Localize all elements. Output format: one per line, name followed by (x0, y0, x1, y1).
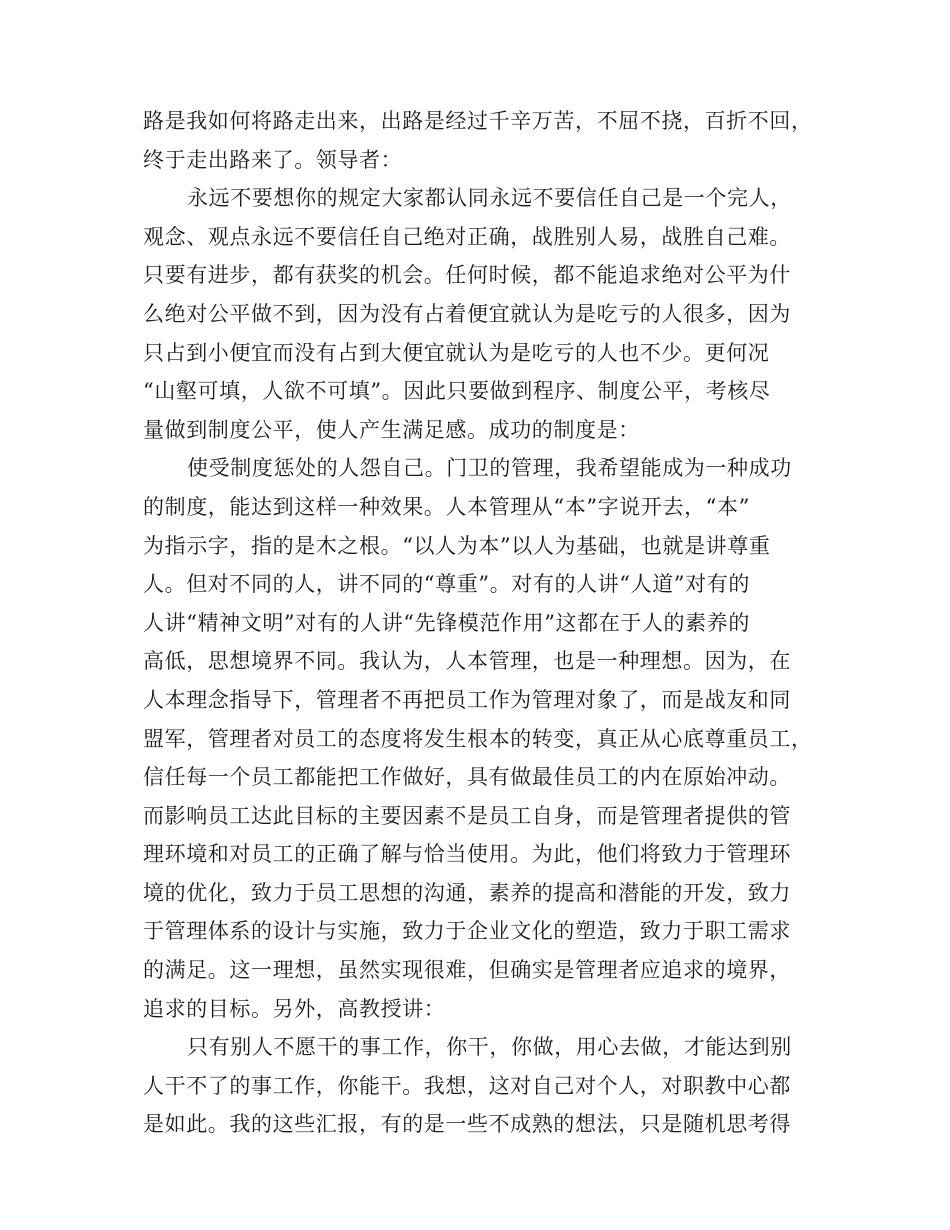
text-line: 理环境和对员工的正确了解与恰当使用。为此，他们将致力于管理环 (143, 842, 791, 867)
text-line: 为指示字，指的是木之根。“以人为本”以人为基础，也就是讲尊重 (143, 533, 771, 558)
text-line: 的满足。这一理想，虽然实现很难，但确实是管理者应追求的境界， (143, 958, 791, 983)
text-line: 观念、观点永远不要信任自己绝对正确，战胜别人易，战胜自己难。 (143, 224, 791, 249)
text-line: 追求的目标。另外，高教授讲： (143, 996, 446, 1021)
text-line: “山壑可填，人欲不可填”。因此只要做到程序、制度公平，考核尽 (143, 379, 771, 404)
text-line: 盟军，管理者对员工的态度将发生根本的转变，真正从心底尊重员工， (143, 726, 813, 751)
text-line: 信任每一个员工都能把工作做好，具有做最佳员工的内在原始冲动。 (143, 765, 791, 790)
text-line: 的制度，能达到这样一种效果。人本管理从“本”字说开去，“本” (143, 494, 750, 519)
paragraph-first-line: 使受制度惩处的人怨自己。门卫的管理，我希望能成为一种成功 (187, 456, 792, 481)
text-line: 路是我如何将路走出来，出路是经过千辛万苦，不屈不挠，百折不回， (143, 109, 813, 133)
text-line: 只要有进步，都有获奖的机会。任何时候，都不能追求绝对公平为什 (143, 263, 791, 288)
text-line: 么绝对公平做不到，因为没有占着便宜就认为是吃亏的人很多，因为 (143, 301, 791, 326)
body-text (143, 102, 813, 1144)
paragraph-first-line: 只有别人不愿干的事工作，你干，你做，用心去做，才能达到别 (187, 1035, 792, 1060)
text-line: 只占到小便宜而没有占到大便宜就认为是吃亏的人也不少。更何况 (143, 340, 770, 365)
text-line: 终于走出路来了。领导者： (143, 147, 403, 172)
text-line: 人讲“精神文明”对有的人讲“先锋模范作用”这都在于人的素养的 (143, 610, 750, 635)
text-line: 量做到制度公平，使人产生满足感。成功的制度是： (143, 417, 640, 442)
text-line: 人本理念指导下，管理者不再把员工作为管理对象了，而是战友和同 (143, 687, 791, 712)
text-line: 境的优化，致力于员工思想的沟通，素养的提高和潜能的开发，致力 (143, 880, 791, 905)
paragraph-first-line: 永远不要想你的规定大家都认同永远不要信任自己是一个完人， (187, 186, 792, 211)
text-line: 人干不了的事工作，你能干。我想，这对自己对个人，对职教中心都 (143, 1073, 791, 1098)
text-line: 而影响员工达此目标的主要因素不是员工自身，而是管理者提供的管 (143, 803, 791, 828)
text-line: 高低，思想境界不同。我认为，人本管理，也是一种理想。因为，在 (143, 649, 791, 674)
text-line: 人。但对不同的人，讲不同的“尊重”。对有的人讲“人道”对有的 (143, 572, 750, 597)
text-line: 于管理体系的设计与实施，致力于企业文化的塑造，致力于职工需求 (143, 919, 791, 944)
text-line: 是如此。我的这些汇报，有的是一些不成熟的想法，只是随机思考得 (143, 1112, 791, 1137)
